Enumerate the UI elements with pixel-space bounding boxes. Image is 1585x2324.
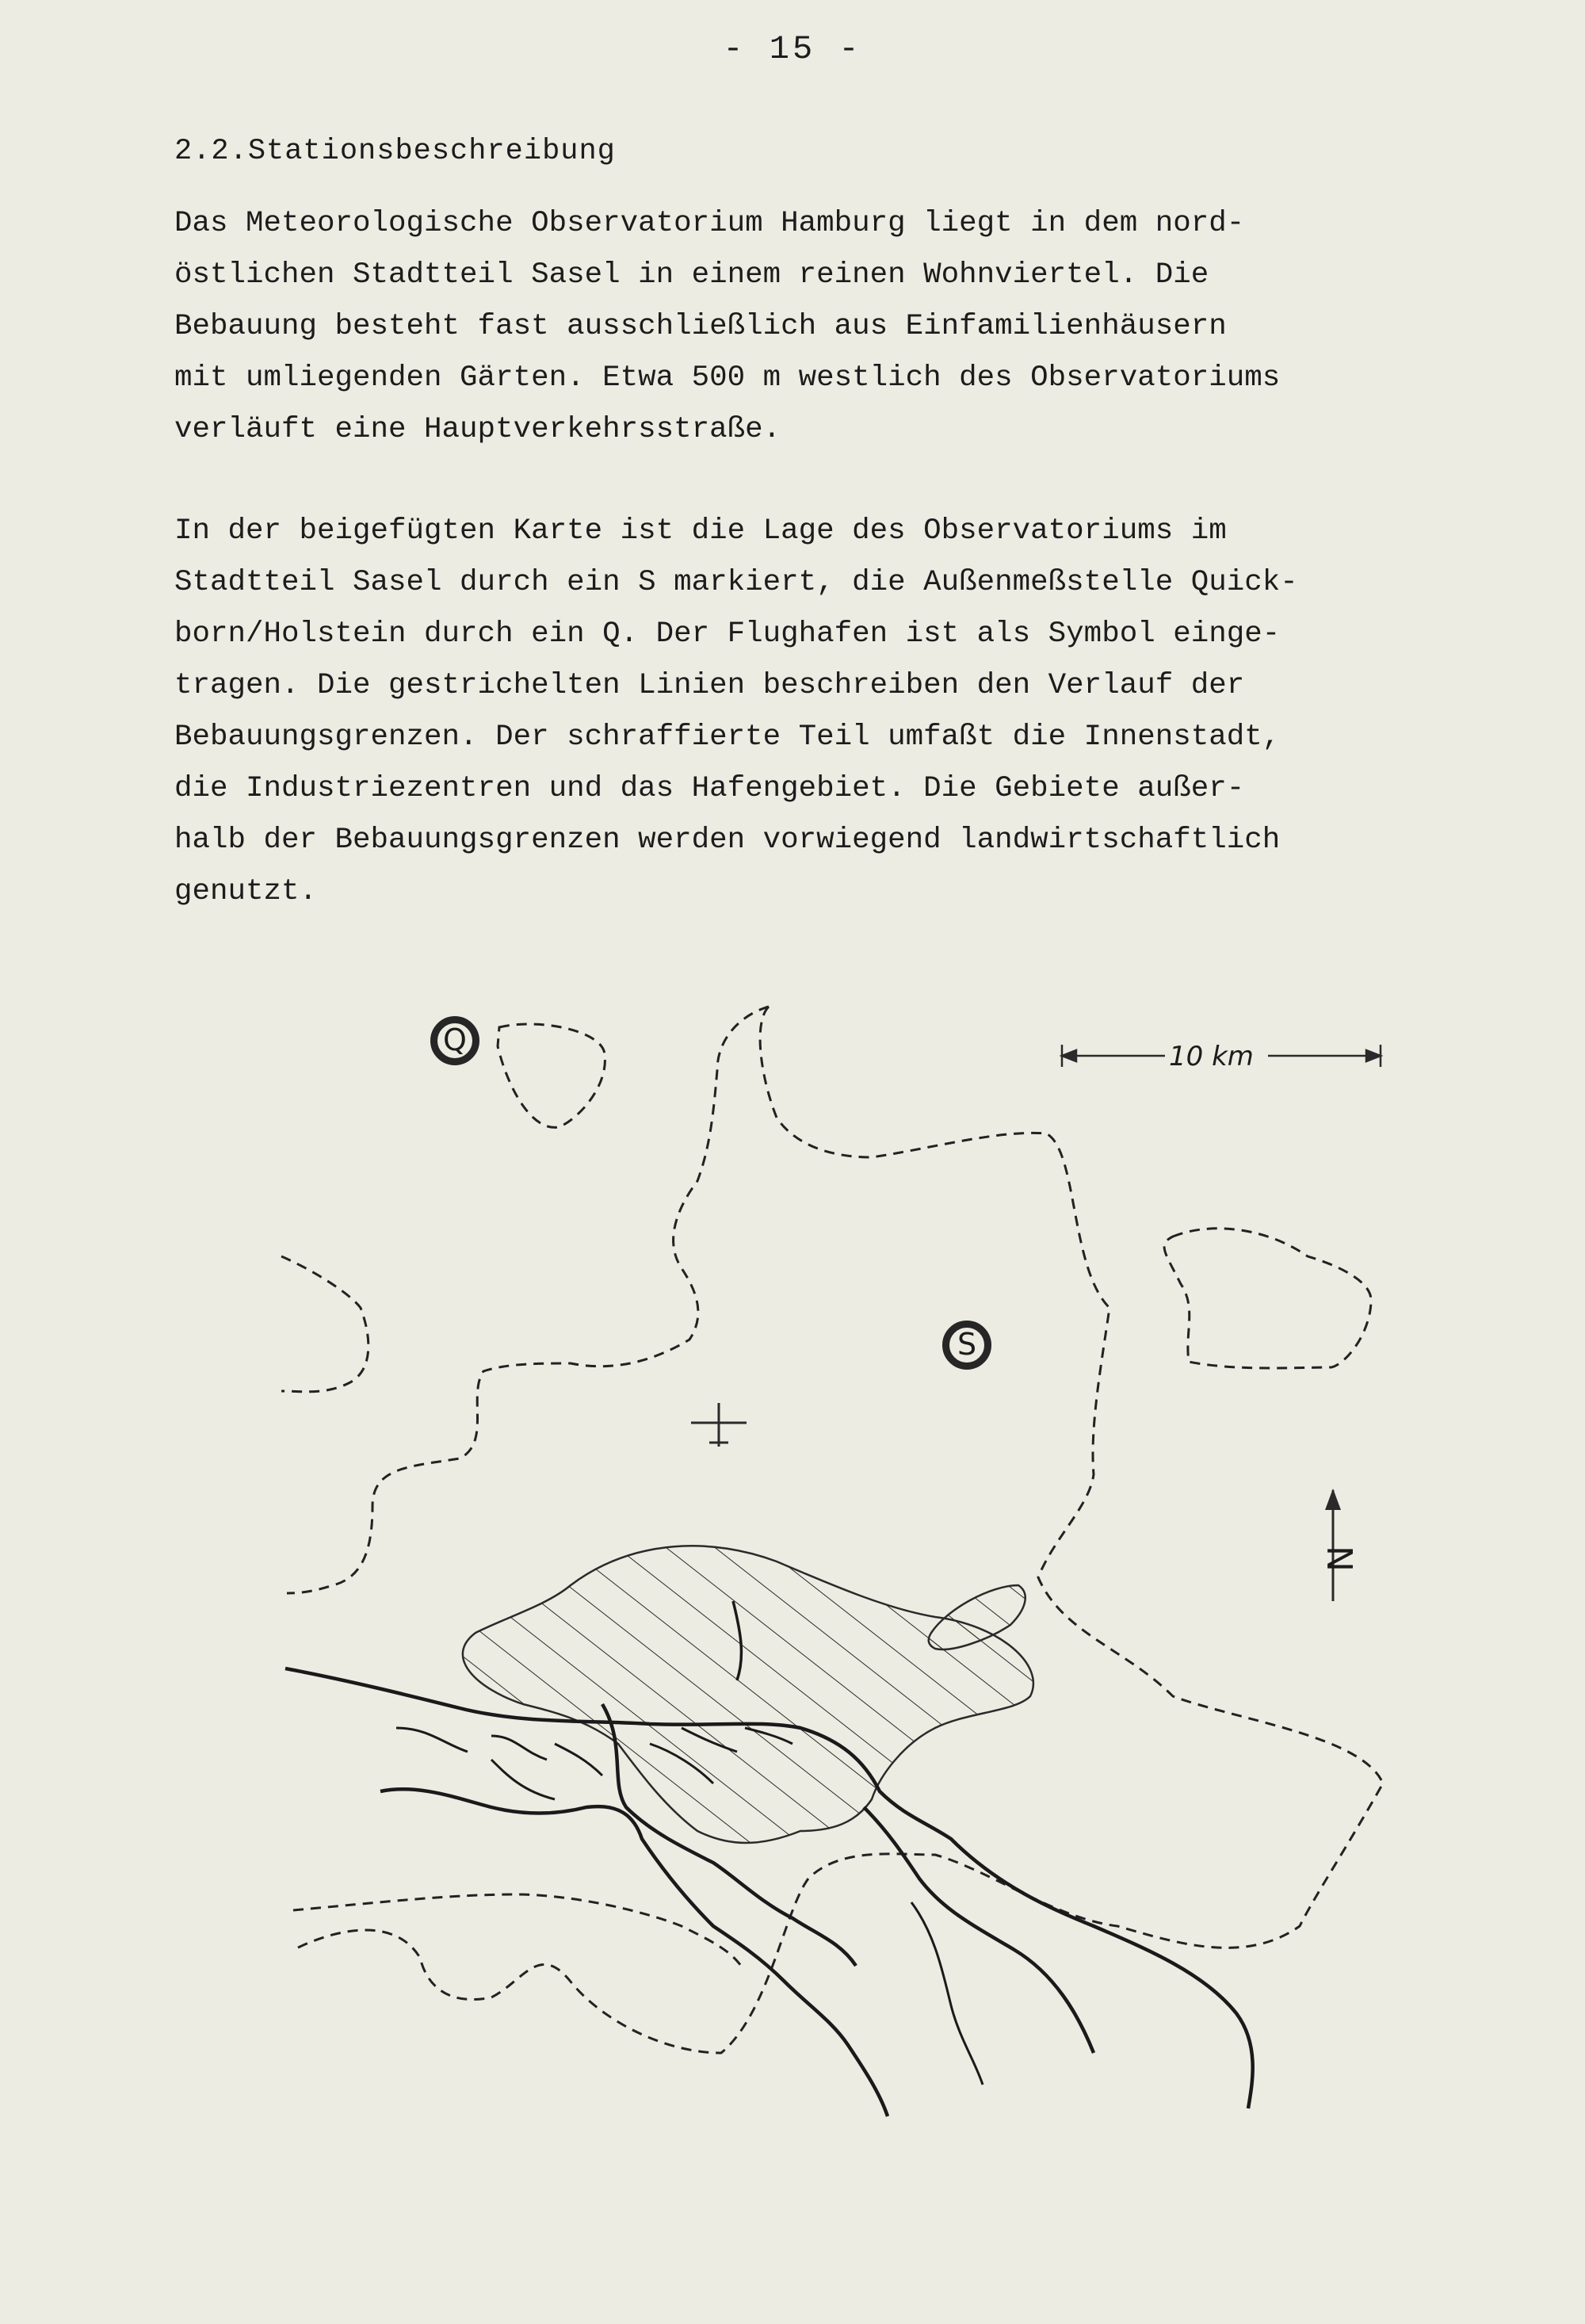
- south-boundary: [293, 1894, 741, 1966]
- section-heading: 2.2.Stationsbeschreibung: [174, 135, 616, 168]
- paragraph-station-location: [174, 198, 1280, 456]
- text-line: genutzt.: [174, 875, 318, 908]
- text-line: tragen. Die gestrichelten Linien beschreiben den Verlauf der: [174, 669, 1245, 702]
- text-line: halb der Bebauungsgrenzen werden vorwiegend landwirtschaftlich: [174, 824, 1281, 857]
- text-line: Bebauung besteht fast ausschließlich aus Einfamilienhäusern: [174, 310, 1227, 343]
- quickborn-boundary: [498, 1024, 605, 1127]
- main-boundary-north: [287, 1007, 769, 1593]
- river-branch: [864, 1807, 1094, 2053]
- north-arrow-icon: [1321, 1489, 1362, 1601]
- text-line: verläuft eine Hauptverkehrsstraße.: [174, 413, 781, 446]
- estuary-channel: [911, 1902, 983, 2085]
- hamburg-map: [0, 951, 1585, 2188]
- west-boundary: [281, 1256, 369, 1392]
- east-boundary: [1164, 1229, 1371, 1368]
- text-line: Stadtteil Sasel durch ein S markiert, die Außenmeßstelle Quick-: [174, 566, 1298, 599]
- page-number: - 15 -: [723, 30, 862, 68]
- text-line: born/Holstein durch ein Q. Der Flughafen ist als Symbol einge-: [174, 617, 1281, 651]
- text-line: östlichen Stadtteil Sasel in einem reinen Wohnviertel. Die: [174, 258, 1209, 292]
- built-up-boundaries: [281, 1007, 1383, 2053]
- text-line: Das Meteorologische Observatorium Hamburg liegt in dem nord-: [174, 207, 1245, 240]
- text-line: die Industriezentren und das Hafengebiet. Die Gebiete außer-: [174, 772, 1245, 805]
- north-label: N: [1321, 1546, 1362, 1572]
- text-line: mit umliegenden Gärten. Etwa 500 m westlich des Observatoriums: [174, 361, 1281, 395]
- quickborn-station-marker: Q: [430, 1016, 479, 1065]
- sasel-observatory-marker: S: [942, 1321, 991, 1370]
- text-line: In der beigefügten Karte ist die Lage des Observatoriums im: [174, 514, 1227, 548]
- scale-label: 10 km: [1169, 1041, 1254, 1072]
- airport-icon: [691, 1403, 747, 1447]
- text-line: Bebauungsgrenzen. Der schraffierte Teil umfaßt die Innenstadt,: [174, 721, 1281, 754]
- elbe-river-south-bank: [380, 1789, 888, 2116]
- paragraph-map-description: [174, 506, 1298, 918]
- map-drawing: [0, 951, 1585, 2188]
